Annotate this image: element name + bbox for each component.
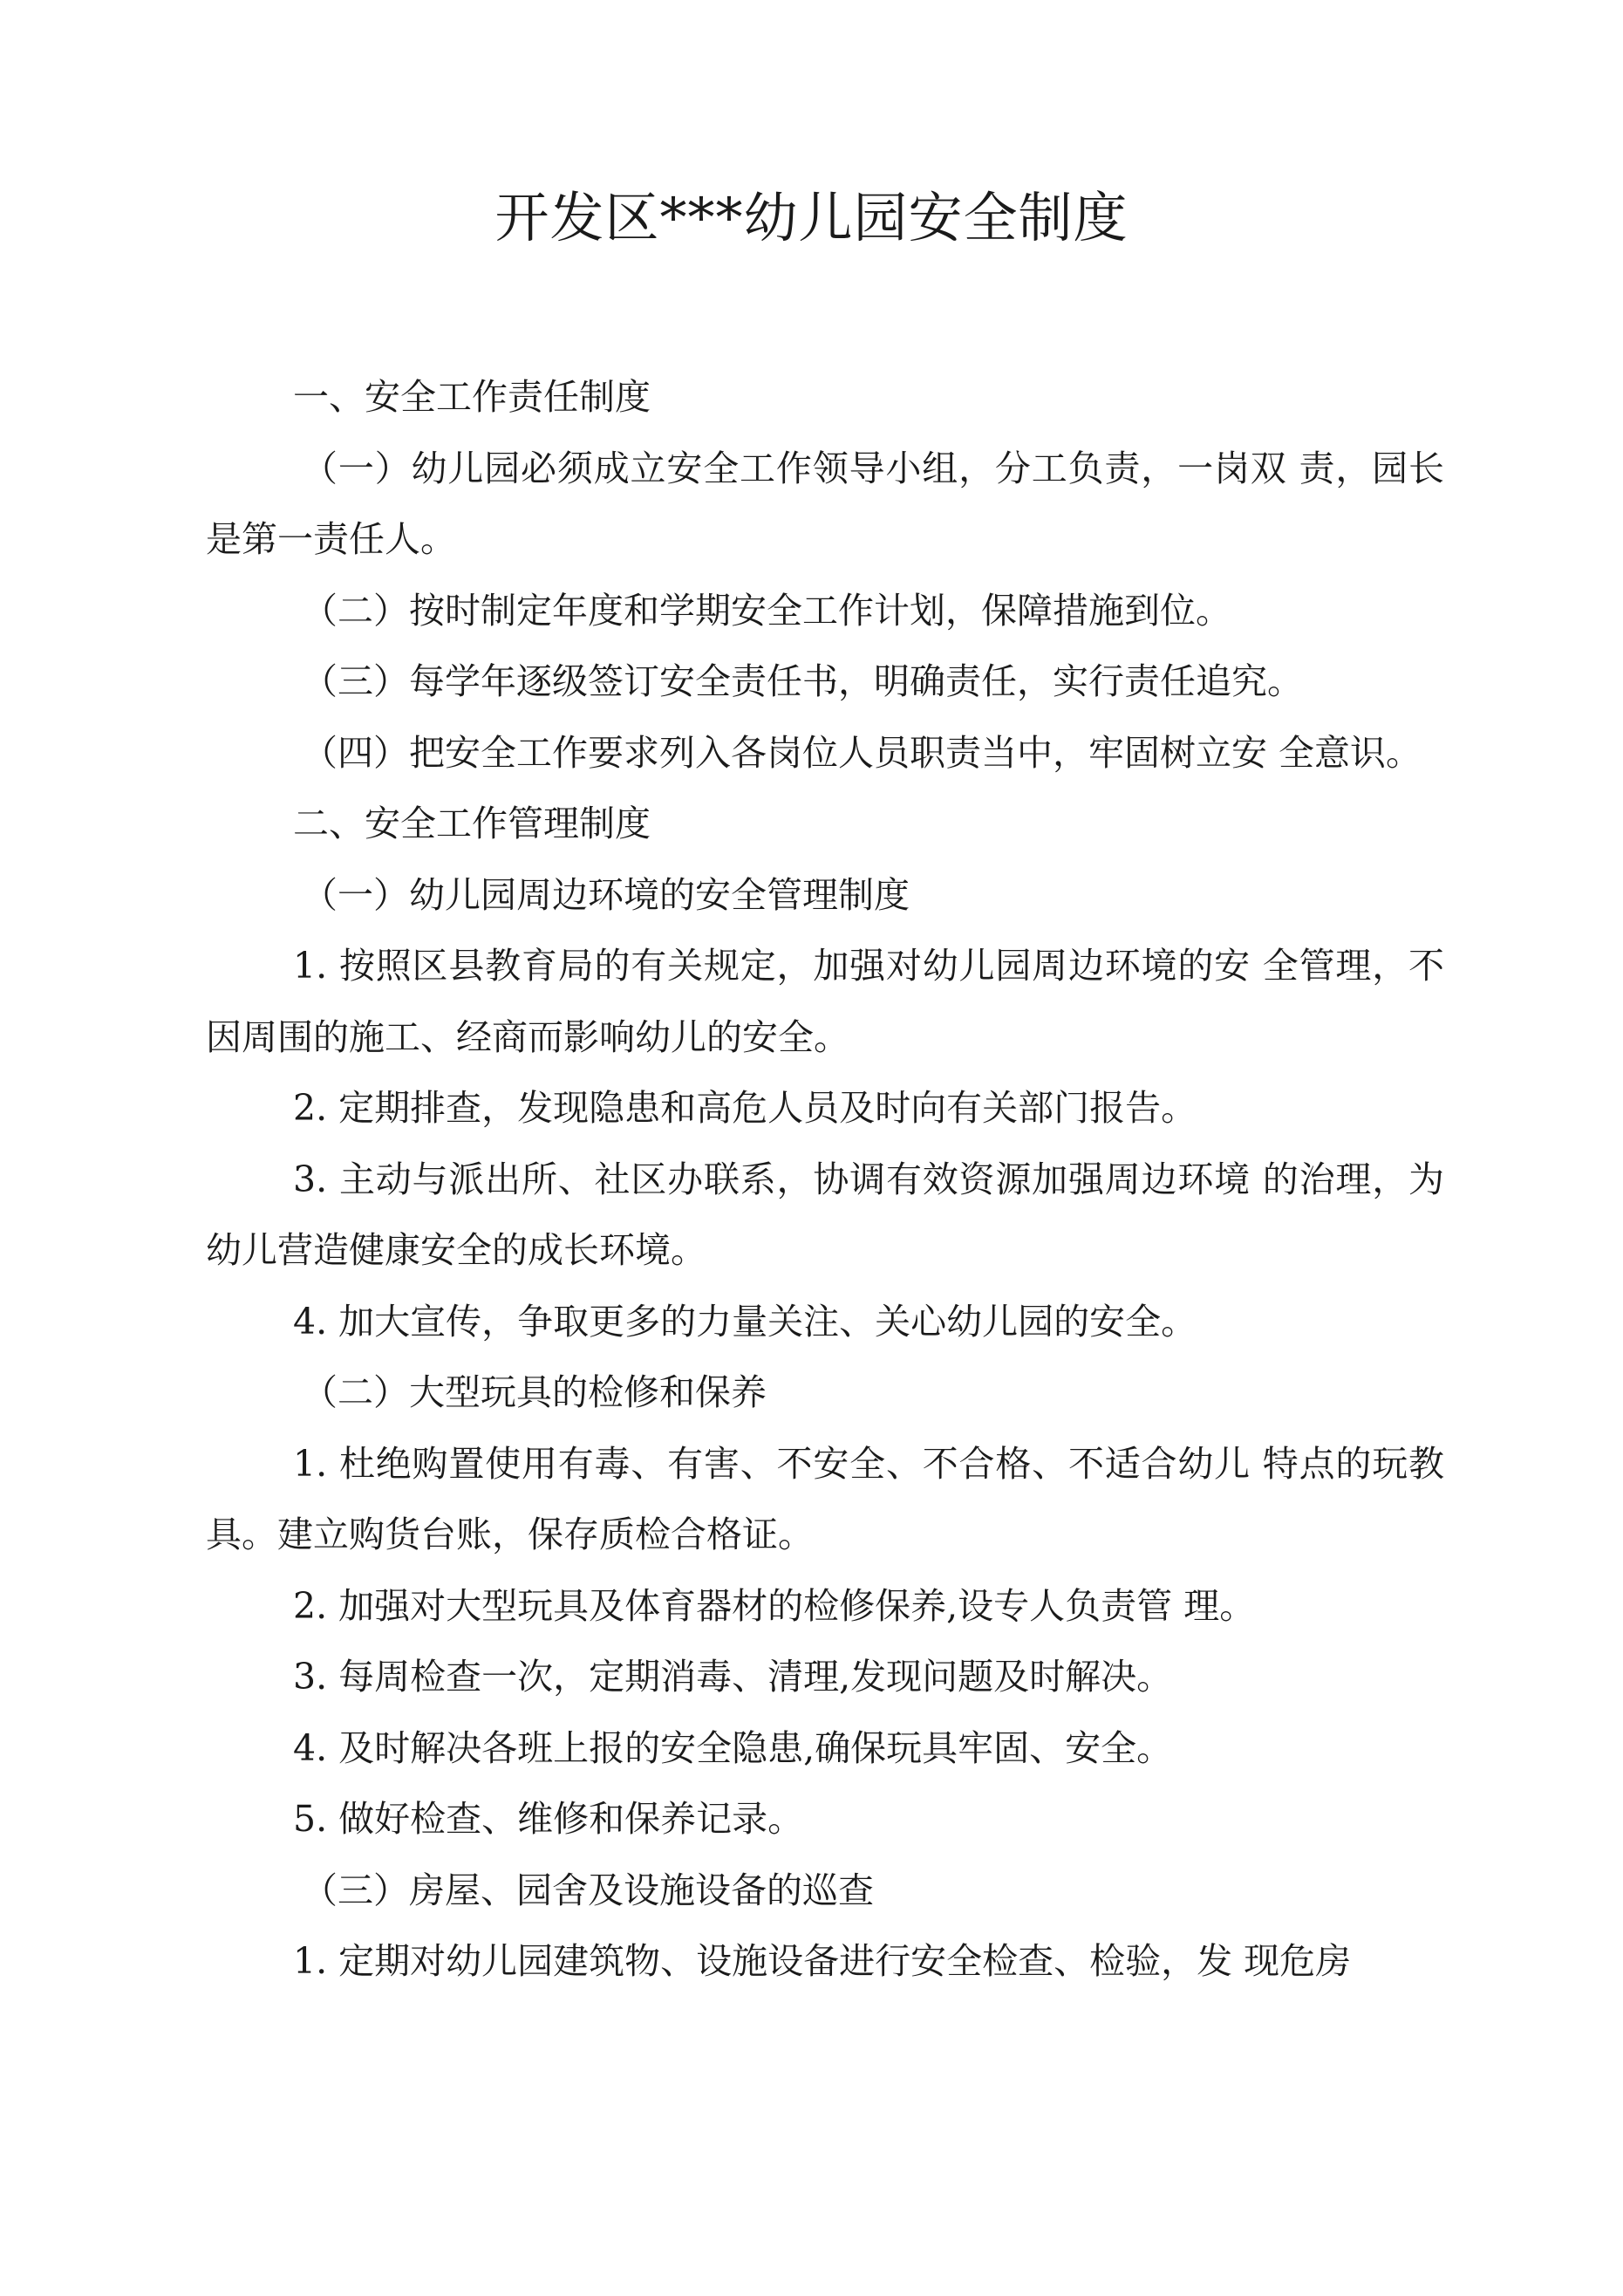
list-item: 5. 做好检查、维修和保养记录。 bbox=[293, 1798, 804, 1840]
list-item: 1. 杜绝购置使用有毒、有害、不安全、不合格、不适合幼儿 特点的玩教具。建立购货台账，保存质检合格证。 bbox=[206, 1442, 1444, 1555]
list-item: 4. 加大宣传，争取更多的力量关注、关心幼儿园的安全。 bbox=[293, 1300, 1197, 1343]
document-body bbox=[206, 362, 1444, 1998]
list-item: 3. 主动与派出所、社区办联系，协调有效资源加强周边环境 的治理，为幼儿营造健康安全的成长环境。 bbox=[206, 1158, 1444, 1271]
section-heading: 二、安全工作管理制度 bbox=[293, 803, 651, 844]
subsection-heading: （三）房屋、园舍及设施设备的巡查 bbox=[302, 1869, 874, 1911]
list-item: 1. 按照区县教育局的有关规定，加强对幼儿园周边环境的安 全管理，不因周围的施工、经商而影响幼儿的安全。 bbox=[206, 945, 1444, 1058]
paragraph: （二）按时制定年度和学期安全工作计划，保障措施到位。 bbox=[302, 589, 1231, 632]
list-item: 4. 及时解决各班上报的安全隐患,确保玩具牢固、安全。 bbox=[293, 1726, 1173, 1769]
list-item: 1. 定期对幼儿园建筑物、设施设备进行安全检查、检验，发 现危房 bbox=[293, 1940, 1352, 1982]
list-item: 3. 每周检查一次，定期消毒、清理,发现问题及时解决。 bbox=[293, 1656, 1173, 1698]
document-title: 开发区***幼儿园安全制度 bbox=[494, 186, 1129, 249]
list-item: 2. 定期排查，发现隐患和高危人员及时向有关部门报告。 bbox=[293, 1087, 1197, 1129]
paragraph: （三）每学年逐级签订安全责任书，明确责任，实行责任追究。 bbox=[302, 660, 1303, 702]
subsection-heading: （二）大型玩具的检修和保养 bbox=[302, 1371, 767, 1413]
subsection-heading: （一）幼儿园周边环境的安全管理制度 bbox=[302, 873, 910, 916]
section-heading: 一、安全工作责任制度 bbox=[293, 376, 651, 418]
list-item: 2. 加强对大型玩具及体育器材的检修保养,设专人负责管 理。 bbox=[293, 1584, 1256, 1627]
paragraph: （四）把安全工作要求列入各岗位人员职责当中，牢固树立安 全意识。 bbox=[302, 731, 1422, 774]
paragraph: （一）幼儿园必须成立安全工作领导小组，分工负责，一岗双 责，园长是第一责任人。 bbox=[206, 447, 1444, 560]
